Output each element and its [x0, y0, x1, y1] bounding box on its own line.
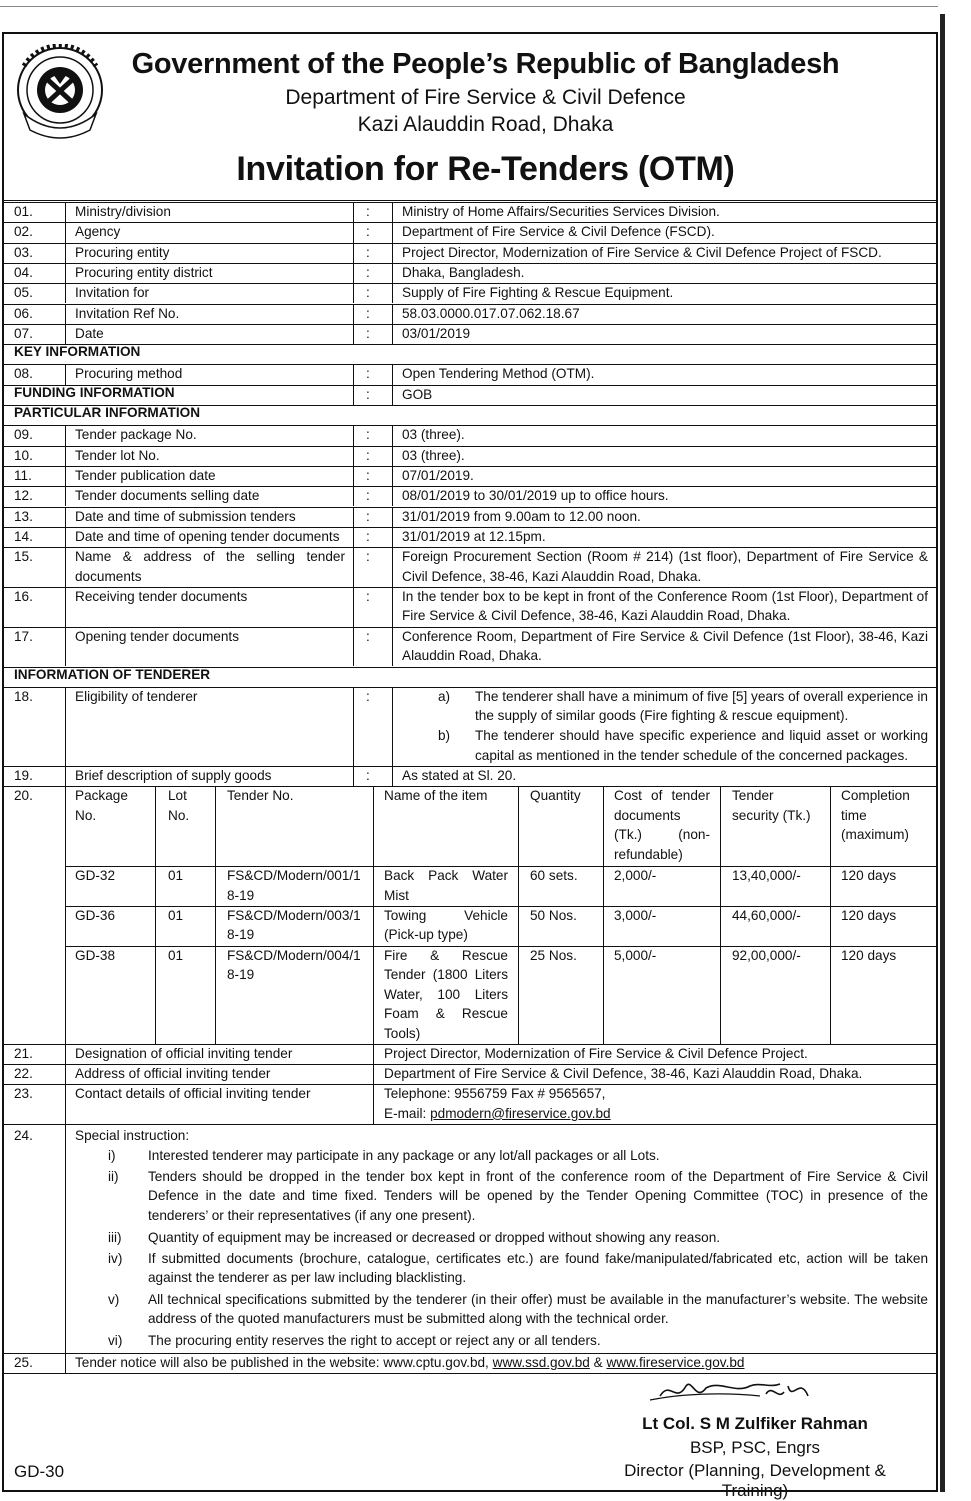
row-number: 02. — [14, 224, 33, 240]
package-lot: 01 — [168, 868, 184, 884]
ampersand: & — [589, 1355, 607, 1371]
column-divider — [65, 243, 66, 263]
column-divider — [373, 1044, 374, 1064]
row-value: Project Director, Modernization of Fire Service & Civil Defence Project of FSCD. — [402, 244, 882, 260]
column-divider — [65, 587, 66, 627]
colon: : — [366, 588, 370, 604]
package-lot: 01 — [168, 907, 184, 923]
contact-phone: Telephone: 9556759 Fax # 9565657, — [384, 1086, 606, 1102]
column-divider — [392, 425, 393, 445]
row-value: Project Director, Modernization of Fire Service & Civil Defence Project. — [384, 1045, 808, 1061]
package-time: 120 days — [841, 947, 897, 963]
tenderer-information-heading: INFORMATION OF TENDERER — [14, 666, 211, 682]
column-divider — [65, 786, 66, 1044]
column-divider — [353, 243, 354, 263]
package-quantity: 50 Nos. — [530, 907, 577, 923]
header-divider — [4, 200, 938, 201]
package-package: GD-38 — [75, 947, 116, 963]
column-divider — [392, 243, 393, 263]
row-label: Procuring entity district — [75, 264, 213, 280]
package-time: 120 days — [841, 907, 897, 923]
colon: : — [366, 767, 370, 783]
column-divider — [353, 547, 354, 587]
row-value: 03/01/2019 — [402, 325, 471, 341]
column-divider — [65, 324, 66, 344]
column-divider — [65, 1064, 66, 1084]
package-table-header: Tender security (Tk.) — [732, 788, 811, 823]
row-number: 03. — [14, 244, 33, 260]
package-security: 92,00,000/- — [732, 947, 801, 963]
package-item: Back Pack Water Mist — [384, 868, 508, 903]
eligibility-text: The tenderer shall have a minimum of five [5] years of overall experience in the supply of similar goods (Fire fighting & rescue equipment). — [475, 688, 928, 724]
colon: : — [366, 325, 370, 341]
row-number: 06. — [14, 305, 33, 321]
funding-value: GOB — [402, 386, 433, 402]
column-divider — [392, 222, 393, 242]
colon: : — [366, 285, 370, 301]
top-rule — [0, 6, 938, 7]
row-label: Procuring entity — [75, 244, 170, 260]
footer-code: GD-30 — [14, 1462, 65, 1481]
colon: : — [366, 549, 370, 565]
instruction-text: Quantity of equipment may be increased or decreased or dropped without showing any reason. — [148, 1230, 721, 1246]
column-divider — [392, 507, 393, 527]
department-address: Kazi Alauddin Road, Dhaka — [357, 113, 614, 136]
package-column-divider — [603, 786, 604, 1044]
row-number: 24. — [14, 1128, 33, 1144]
colon: : — [366, 427, 370, 443]
instruction-text: Tenders should be dropped in the tender box kept in front of the conference room of the Department of Fire Service & Civil Defence in the date and time fixed. Tenders will be opened by the Tender Opening Committee (TOC) in presence of the tenderers’ or their representatives (if any one present). — [148, 1168, 928, 1223]
row-label: Invitation for — [75, 285, 150, 301]
package-tender-no: FS&CD/Modern/003/18-19 — [227, 907, 361, 943]
package-table-header: Tender No. — [227, 788, 294, 804]
column-divider — [353, 527, 354, 547]
row-label: Eligibility of tenderer — [75, 688, 198, 704]
row-label: Brief description of supply goods — [75, 767, 272, 783]
column-divider — [392, 364, 393, 384]
package-table-header: Cost of tender documents (Tk.) (non-refundable) — [614, 788, 710, 862]
row-number: 25. — [14, 1355, 33, 1371]
column-divider — [65, 222, 66, 242]
package-quantity: 60 sets. — [530, 868, 578, 884]
row-label: Tender publication date — [75, 467, 216, 483]
row-number: 04. — [14, 264, 33, 280]
instruction-marker: i) — [108, 1148, 116, 1164]
department-name: Department of Fire Service & Civil Defence — [285, 86, 686, 109]
package-table-header: Completion time (maximum) — [841, 788, 910, 843]
instruction-marker: iii) — [108, 1230, 122, 1246]
signatory-name: Lt Col. S M Zulfiker Rahman — [642, 1414, 868, 1433]
column-divider — [353, 222, 354, 242]
package-security: 44,60,000/- — [732, 907, 801, 923]
row-label: Tender lot No. — [75, 447, 160, 463]
row-number: 19. — [14, 767, 33, 783]
row-label: Name & address of the selling tender documents — [75, 549, 345, 584]
column-divider — [65, 627, 66, 667]
funding-colon: : — [366, 386, 370, 402]
row-value: In the tender box to be kept in front of the Conference Room (1st Floor), Department of Fire Service & Civil Defence, 38-46, Kazi Alauddin Road, Dhaka. — [402, 588, 928, 624]
package-package: GD-36 — [75, 907, 116, 923]
package-time: 120 days — [841, 868, 897, 884]
row-value: Department of Fire Service & Civil Defence (FSCD). — [402, 224, 715, 240]
row-number: 07. — [14, 325, 33, 341]
row-number: 05. — [14, 285, 33, 301]
row-value: Open Tendering Method (OTM). — [402, 366, 595, 382]
column-divider — [392, 587, 393, 627]
row-label: Tender package No. — [75, 427, 197, 443]
row-number: 15. — [14, 549, 33, 565]
website-notice — [75, 1353, 925, 1373]
row-divider — [4, 344, 938, 345]
row-number: 18. — [14, 688, 33, 704]
column-divider — [353, 364, 354, 384]
row-label: Ministry/division — [75, 204, 171, 219]
notice-title: Invitation for Re-Tenders (OTM) — [236, 150, 735, 188]
column-divider — [392, 283, 393, 303]
column-divider — [392, 263, 393, 283]
column-divider — [392, 324, 393, 344]
column-divider — [392, 304, 393, 324]
column-divider — [65, 547, 66, 587]
package-tender-no: FS&CD/Modern/001/18-19 — [227, 868, 361, 903]
column-divider — [373, 1064, 374, 1084]
package-cost: 5,000/- — [614, 947, 657, 963]
instruction-text: Interested tenderer may participate in any package or any lot/all packages or all Lots. — [148, 1148, 660, 1164]
particular-information-heading: PARTICULAR INFORMATION — [14, 405, 201, 420]
colon: : — [366, 488, 370, 504]
column-divider — [353, 425, 354, 445]
row-label: Contact details of official inviting tender — [75, 1086, 311, 1102]
column-divider — [392, 687, 393, 766]
column-divider — [65, 687, 66, 766]
package-column-divider — [155, 786, 156, 1044]
row-number: 16. — [14, 588, 33, 604]
column-divider — [373, 1084, 374, 1124]
row-value: 31/01/2019 from 9.00am to 12.00 noon. — [402, 508, 641, 524]
column-divider — [392, 466, 393, 486]
column-divider — [353, 466, 354, 486]
package-tender-no: FS&CD/Modern/004/18-19 — [227, 947, 361, 983]
row-number: 20. — [14, 788, 33, 804]
column-divider — [65, 486, 66, 506]
signatory-credentials: BSP, PSC, Engrs — [689, 1438, 821, 1457]
row-value: 07/01/2019. — [402, 467, 474, 483]
row-value: Conference Room, Department of Fire Service & Civil Defence (1st Floor), 38-46, Kazi Alauddin Road, Dhaka. — [402, 628, 928, 664]
column-divider — [392, 547, 393, 587]
row-label: Designation of official inviting tender — [75, 1045, 293, 1061]
row-value: Ministry of Home Affairs/Securities Services Division. — [402, 204, 720, 219]
column-divider — [353, 283, 354, 303]
row-number: 01. — [14, 204, 33, 219]
column-divider — [392, 446, 393, 466]
instruction-text: If submitted documents (brochure, catalogue, certificates etc.) are found fake/manipulated/fabricated etc, action will be taken against the tenderer as per law including blacklisting. — [148, 1250, 928, 1286]
signature-icon — [640, 1374, 830, 1410]
row-number: 11. — [14, 467, 32, 483]
colon: : — [366, 688, 370, 704]
colon: : — [366, 467, 370, 483]
colon: : — [366, 628, 370, 644]
key-information-heading: KEY INFORMATION — [14, 344, 141, 360]
row-value: 03 (three). — [402, 447, 465, 463]
email-label: E-mail: — [384, 1105, 431, 1121]
colon: : — [366, 264, 370, 280]
column-divider — [65, 1124, 66, 1353]
colon: : — [366, 366, 370, 382]
package-security: 13,40,000/- — [732, 868, 801, 884]
column-divider — [65, 507, 66, 527]
package-cost: 2,000/- — [614, 868, 657, 884]
package-column-divider — [830, 786, 831, 1044]
column-divider — [65, 202, 66, 222]
column-divider — [65, 263, 66, 283]
row-label: Special instruction: — [75, 1128, 190, 1144]
package-package: GD-32 — [75, 868, 116, 884]
column-divider — [65, 1084, 66, 1124]
row-label: Receiving tender documents — [75, 588, 248, 604]
package-cost: 3,000/- — [614, 907, 657, 923]
column-divider — [353, 202, 354, 222]
column-divider — [392, 766, 393, 786]
column-divider — [65, 425, 66, 445]
eligibility-marker: b) — [438, 728, 451, 743]
package-item: Towing Vehicle (Pick-up type) — [384, 907, 508, 943]
row-value: 03 (three). — [402, 427, 465, 443]
instruction-marker: vi) — [108, 1332, 123, 1348]
government-title: Government of the People’s Republic of Bangladesh — [131, 48, 840, 80]
instruction-marker: iv) — [108, 1250, 123, 1266]
colon: : — [366, 528, 370, 544]
website-notice-text: Tender notice will also be published in the website: www.cptu.gov.bd, — [75, 1355, 493, 1371]
column-divider — [392, 486, 393, 506]
package-column-divider — [518, 786, 519, 1044]
row-number: 23. — [14, 1086, 33, 1102]
row-label: Procuring method — [75, 366, 183, 382]
row-value: 31/01/2019 at 12.15pm. — [402, 528, 546, 544]
column-divider — [392, 627, 393, 667]
colon: : — [366, 508, 370, 524]
fireservice-website-link[interactable]: www.fireservice.gov.bd — [606, 1355, 745, 1371]
package-table-header: Quantity — [530, 788, 581, 804]
right-edge-bar — [940, 14, 945, 1492]
eligibility-marker: a) — [438, 688, 451, 704]
column-divider — [65, 1353, 66, 1373]
row-number: 12. — [14, 488, 33, 504]
row-number: 10. — [14, 447, 33, 463]
row-value: 08/01/2019 to 30/01/2019 up to office hours. — [402, 488, 669, 504]
colon: : — [366, 204, 370, 219]
package-table-header: Lot No. — [168, 788, 190, 823]
column-divider — [65, 466, 66, 486]
ssd-website-link[interactable]: www.ssd.gov.bd — [492, 1355, 590, 1371]
column-divider — [65, 304, 66, 324]
row-number: 14. — [14, 528, 33, 544]
colon: : — [366, 224, 370, 240]
column-divider — [353, 687, 354, 766]
column-divider — [392, 385, 393, 405]
column-divider — [65, 1044, 66, 1064]
column-divider — [353, 627, 354, 667]
package-table-header: Package No. — [75, 788, 128, 823]
package-item: Fire & Rescue Tender (1800 Liters Water, 100 Liters Foam & Rescue Tools) — [384, 947, 508, 1041]
row-number: 17. — [14, 628, 33, 644]
colon: : — [366, 447, 370, 463]
instruction-text: All technical specifications submitted by the tenderer (in their offer) must be available in the manufacturer’s website. The website address of the quoted manufacturers must be submitted along with the technical order. — [148, 1291, 928, 1327]
row-number: 13. — [14, 508, 33, 524]
column-divider — [353, 304, 354, 324]
row-number: 08. — [14, 366, 33, 382]
row-label: Address of official inviting tender — [75, 1066, 271, 1081]
row-label: Agency — [75, 224, 121, 240]
signatory-title: Director (Planning, Development & Training) — [624, 1461, 886, 1500]
column-divider — [353, 263, 354, 283]
column-divider — [353, 507, 354, 527]
row-number: 09. — [14, 427, 33, 443]
colon: : — [366, 244, 370, 260]
column-divider — [353, 446, 354, 466]
instruction-marker: ii) — [108, 1168, 119, 1184]
column-divider — [65, 446, 66, 466]
column-divider — [65, 283, 66, 303]
colon: : — [366, 305, 370, 321]
package-table-header: Name of the item — [384, 788, 488, 804]
column-divider — [353, 385, 354, 405]
row-label: Date and time of opening tender documents — [75, 528, 340, 544]
column-divider — [353, 486, 354, 506]
column-divider — [65, 364, 66, 384]
row-value: Department of Fire Service & Civil Defence, 38-46, Kazi Alauddin Road, Dhaka. — [384, 1066, 863, 1081]
row-label: Tender documents selling date — [75, 488, 260, 504]
package-quantity: 25 Nos. — [530, 947, 577, 963]
column-divider — [392, 202, 393, 222]
eligibility-text: The tenderer should have specific experience and liquid asset or working capital as mentioned in the tender schedule of the concerned packages. — [475, 728, 928, 763]
row-value: Dhaka, Bangladesh. — [402, 264, 525, 280]
funding-information-heading: FUNDING INFORMATION — [14, 384, 175, 400]
column-divider — [392, 527, 393, 547]
column-divider — [65, 527, 66, 547]
row-value: 58.03.0000.017.07.062.18.67 — [402, 305, 580, 321]
row-value: Foreign Procurement Section (Room # 214) (1st floor), Department of Fire Service & Civil Defence, 38-46, Kazi Alauddin Road, Dhaka. — [402, 549, 928, 584]
row-value: Supply of Fire Fighting & Rescue Equipment. — [402, 285, 674, 301]
email-link[interactable]: pdmodern@fireservice.gov.bd — [430, 1105, 611, 1121]
contact-email-line — [384, 1104, 611, 1124]
package-column-divider — [215, 786, 216, 1044]
column-divider — [353, 587, 354, 627]
instruction-text: The procuring entity reserves the right to accept or reject any or all tenders. — [148, 1332, 601, 1348]
row-label: Opening tender documents — [75, 628, 239, 644]
row-label: Invitation Ref No. — [75, 305, 180, 321]
package-lot: 01 — [168, 947, 184, 963]
row-number: 21. — [14, 1045, 33, 1061]
package-column-divider — [720, 786, 721, 1044]
row-divider — [4, 1124, 938, 1125]
column-divider — [353, 766, 354, 786]
row-number: 22. — [14, 1066, 33, 1081]
package-column-divider — [373, 786, 374, 1044]
column-divider — [65, 766, 66, 786]
row-label: Date and time of submission tenders — [75, 508, 296, 524]
column-divider — [353, 324, 354, 344]
instruction-marker: v) — [108, 1291, 120, 1307]
row-value: As stated at Sl. 20. — [402, 767, 517, 783]
row-label: Date — [75, 325, 104, 341]
